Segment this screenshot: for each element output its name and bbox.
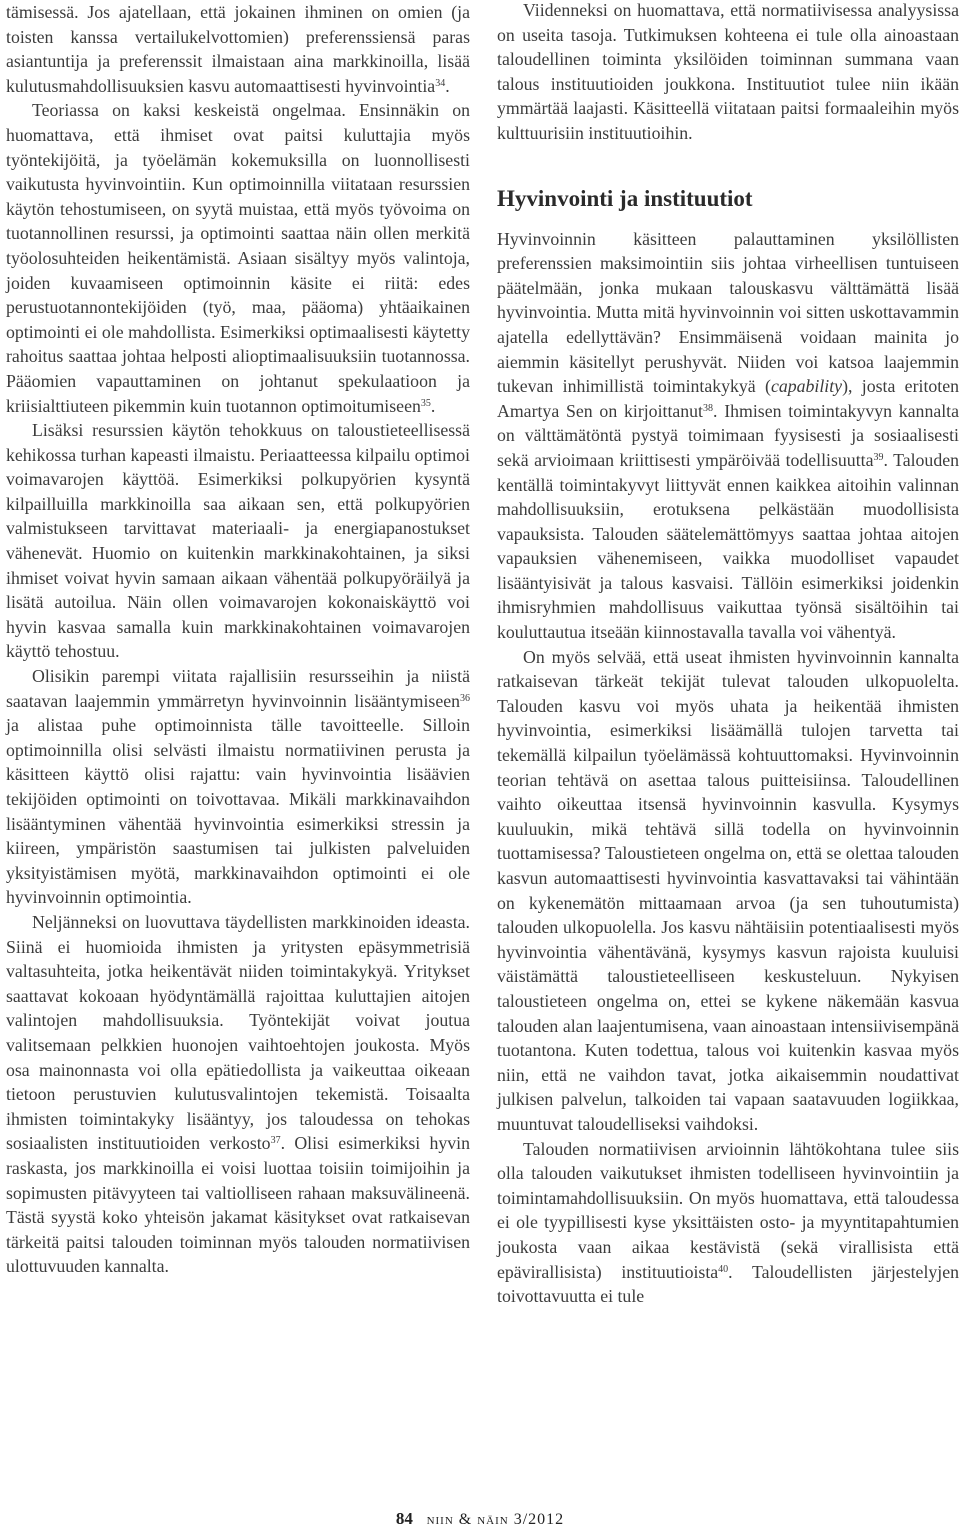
footnote-ref[interactable]: 37: [270, 1135, 281, 1147]
footnote-ref[interactable]: 34: [435, 77, 446, 89]
footnote-ref[interactable]: 39: [873, 451, 884, 463]
paragraph: Lisäksi resurssien käytön tehokkuus on taloustieteellisessä kehikossa turhan kapeasti ilmaistu. Periaatteessa kilpailu optimoi voimavarojen käyttöä. Esimerkiksi polkupyörien kysyntä kilpailluilla markkinoilla saa aikaan sen, että polkupyörien valmistukseen tarvittavat materiaali- ja energiapanostukset vähenevät. Huomio on kuitenkin markkinakohtainen, ja siksi ihmiset voivat hyvin samaan aikaan vähentää polkupyöräilyä ja lisätä autoilua. Näin ollen voimavarojen kokonaiskäyttö voi hyvin kasvaa samalla kuin markkinakohtainen voimavarojen käyttö tehostuu.: [6, 420, 470, 662]
page-number: 84: [395, 1509, 413, 1528]
paragraph: Neljänneksi on luovuttava täydellisten markkinoiden ideasta. Siinä ei huomioida ihmisten ja yritysten epäsymmetrisiä valtasuhteita, jotka heikentävät niiden toimintakykyä. Yritykset saattavat kokoaan hyödyntämällä rajoittaa kuluttajien aitojen valintojen mahdollisuuksia. Työntekijät voivat joutua valitsemaan pelkkien huonojen vaihtoehtojen joukosta. Myös osa mainonnasta voi olla epätiedollista ja vaikeuttaa oikeaan tietoon perustuvien kulutusvalintojen tekemistä. Toisaalta ihmisten toimintakyky lisääntyy, jos taloudessa on tehokas sosiaalisten instituutioiden verkosto$^{37}$. Olisi esimerkiksi hyvin raskasta, jos markkinoilla ei voisi luottaa toisiin toimijoihin ja sopimusten pitävyyteen tai valtiolliseen rahaan maksuvälineenä. Tästä syystä koko yhteisön jakamat käsitykset ovat ratkaisevan tärkeitä paitsi talouden toiminnan myös talouden normatiivisen ulottuvuuden kannalta.: [6, 911, 471, 1277]
page-footer: [0, 1509, 960, 1529]
paragraph: Viidenneksi on huomattava, että normatiivisessa analyysissa on useita tasoja. Tutkimuksen kohteena ei tule olla ainoastaan taloudellinen toiminta yksilöiden toiminnan summana vaan talous instituutioiden joukkona. Instituutiot tulee niin ikään ymmärtää laajasti. Käsitteellä viitataan paitsi formaaleihin myös kulttuurisiin instituutioihin.: [497, 0, 959, 143]
footnote-ref[interactable]: 40: [718, 1263, 729, 1275]
footnote-ref[interactable]: 36: [460, 692, 470, 704]
paragraph: Olisikin parempi viitata rajallisiin resursseihin ja niistä saatavan laajemmin ymmärretyn hyvinvoinnin lisääntymiseen$^{36}$ ja alistaa puhe optimoinnista tälle tavoitteelle. Silloin optimoinnilla olisi selvästi ilmaistu normatiivinen perusta ja käsitteen käyttö olisi rajattu: vain hyvinvointia lisäävien tekijöiden optimointi on toivottavaa. Mikäli markkinavaihdon lisääntyminen vähentää hyvinvointia esimerkiksi stressin ja kiireen, ympäristön saastumisen tai julkisten palveluiden yksityistämisen myötä, markkinavaihdon optimointi ei ole hyvinvoinnin optimointia.: [6, 666, 470, 908]
magazine-issue: niin & näin 3/2012: [426, 1511, 565, 1528]
paragraph: Teoriassa on kaksi keskeistä ongelmaa. Ensinnäkin on huomattava, että ihmiset ovat paitsi kuluttajia myös työntekijöitä, ja työelämän kokemuksilla on luonnollisesti vaikutusta hyvinvointiin. Kun optimoinnilla viitataan resurssien käytön tehostumiseen, on syytä muistaa, että myös työvoima on tuotannollinen resurssi, ja optimointi saattaa näin ollen merkitä työolosuhteiden heikentämistä. Asiaan sisältyy myös valintoja, joiden kuvaamiseen optimoinnin käsite ei riitä: edes perustuotannontekijöiden (työ, maa, pääoma) yhtäaikainen optimointi ei ole mahdollista. Esimerkiksi optimaalisesti käytetty rahoitus saattaa johtaa helposti alioptimaalisuuksiin tuotannossa. Pääomien vapauttaminen on johtanut spekulaatioon ja kriisialttiuteen pikemmin kuin tuotannon optimoitumiseen$^{35}$.: [6, 100, 470, 416]
footnote-ref[interactable]: 35: [420, 397, 431, 409]
left-column: [6, 0, 470, 1279]
footnote-ref[interactable]: 38: [703, 402, 713, 414]
paragraph: Hyvinvoinnin käsitteen palauttaminen yksilöllisten preferenssien maksimointiin siis johtaa virheellisen tuntuiseen päätelmään, jonka mukaan talouskasvu välttämättä lisää hyvinvointia. Mutta mitä hyvinvoinnin voi sitten uskottavammin ajatella edellyttävän? Ensimmäisenä voidaan mainita jo aiemmin käsitellyt perushyvät. Niiden voi katsoa laajemmin tukevan inhimillistä toimintakykyä (capability), josta eritoten Amartya Sen on kirjoittanut$^{38}$. Ihmisen toimintakyvyn kannalta on välttämätöntä pystyä toimimaan fyysisesti ja sosiaalisesti sekä arvioimaan kriittisesti ympäröivää todellisuutta$^{39}$. Talouden kentällä toimintakyvyt liittyvät ennen kaikkea aitoihin valinnan mahdollisuuksiin, erotuksena pelkästään muodollisista vapauksista. Talouden säätelemättömyys saattaa johtaa aitojen vapauksien vähenemiseen, vaikka muodolliset vapaudet lisääntyisivät ja talous kasvaisi. Tällöin esimerkiksi joidenkin ihmisryhmien mahdollisuus vaikuttaa työnsä sisältöihin tai kouluttautua itseään kiinnostavalla tavalla voi vähentyä.: [497, 228, 959, 643]
paragraph: Talouden normatiivisen arvioinnin lähtökohtana tulee siis olla talouden vaikutukset ihmisten todelliseen hyvinvointiin ja toimintamahdollisuuksiin. On myös huomattava, että taloudessa ei ole tyypillisesti kyse yksittäisten osto- ja myyntitapahtumien joukosta vaan aikaa kestävistä (sekä virallisista että epävirallisista) instituutioista$^{40}$. Taloudellisten järjestelyjen toivottavuutta ei tule: [497, 1138, 960, 1307]
paragraph: On myös selvää, että useat ihmisten hyvinvoinnin kannalta ratkaisevan tärkeät tekijät tulevat talouden ulkopuolelta. Talouden kasvu voi myös uhata ja heikentää ihmisten hyvinvointia, esimerkiksi lisäämällä tulojen tarvetta tai tekemällä kilpailun työelämässä kohtuuttomaksi. Hyvinvoinnin teorian tehtävä on asettaa talous puitteisiinsa. Taloudellinen vaihto oikeuttaa itsensä hyvinvoinnin kasvulla. Kysymys kuuluukin, mikä tehtävä sillä todella on hyvinvoinnin tuottamisessa? Taloustieteen ongelma on, että se olettaa talouden kasvun automaattisesti hyvinvointia kasvattavaksi tai vähintään on kykenemätön mittaamaan arvoa (ja sen tuhoutumista) talouden ulkopuolella. Jos kasvu nähtäisiin potentiaalisesti myös hyvinvointia vähentävänä, kysymys kasvun rajoista kuuluisi väistämättä taloustieteelliseen keskusteluun. Nykyisen taloustieteen ongelma on, ettei se kykene näkemään kasvua talouden alan laajentumisena, vaan ainoastaan intensiivisempänä tuotantona. Kuten todettua, talous voi kuitenkin kasvaa myös niin, että ne vaihdon tavat, jotka aikaisemmin noudattivat julkisen palvelun, talkoiden tai vapaan saatavuuden logiikkaa, muuntuvat taloudelliseksi vaihdoksi.: [497, 646, 959, 1134]
right-column: [497, 0, 959, 1309]
paragraph: tämisessä. Jos ajatellaan, että jokainen ihminen on omien (ja toisten kanssa vertailukelvottomien) preferenssiensä paras asiantuntija ja preferenssit ilmaistaan aina markkinoilla, lisää kulutusmahdollisuuksien kasvu automaattisesti hyvinvointia$^{34}$.: [6, 2, 470, 96]
section-heading: Hyvinvointi ja instituutiot: [497, 185, 753, 211]
